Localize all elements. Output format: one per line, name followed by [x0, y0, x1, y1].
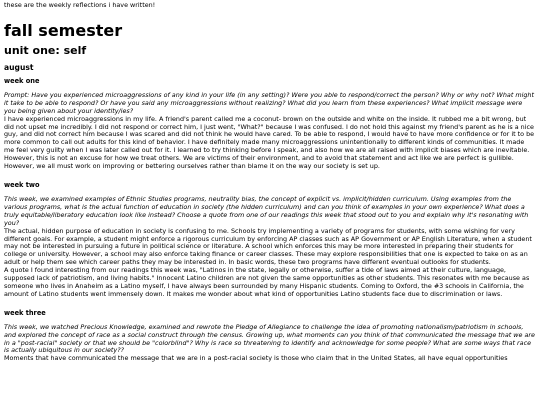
- semester-heading: fall semester: [4, 20, 123, 40]
- week-reflection: The actual, hidden purpose of education in society is confusing to me. Schools try implementing a variety of programs for students, with some wishing for very different goals. For example, a student might enforce a rigorous curriculum by enforcing AP classes such as AP Government or AP English Literature, when a student may not be interested in pursuing a future in political science or literature. A school which enforces this may be more interested in preparing their students for college or university. However, a school may also enforce taking finance or career classes. These may explore responsibilities that one is expected to take on as an adult or help them see which career paths they may be interested in. In basic words, these two programs have different eventual outlooks for students.: [4, 226, 532, 267]
- week-heading: week two: [4, 180, 40, 189]
- intro-text: these are the weekly reflections i have written!: [4, 1, 156, 9]
- week-one-section: [4, 77, 536, 171]
- week-reflection: Moments that have communicated the message that we are in a post-racial society is those who claim that in the United States, all have equal opportunities: [4, 354, 508, 363]
- unit-heading: unit one: self: [4, 43, 87, 57]
- week-prompt: This week, we watched Precious Knowledge, examined and rewrote the Pledge of Allegiance to challenge the idea of promoting nationalism/patriotism in schools, and explored the concept of race as a social construct through the census. Growing up, what moments can you think of that communicated the message that we are in a "post-racial" society or that we should be "colorblind"? Why is race so threatening to identify and acknowledge for some people? What are some ways that race is actually ubiquitous in our society??: [4, 322, 535, 355]
- week-heading: week three: [4, 308, 46, 317]
- week-three-section: [4, 309, 536, 364]
- week-prompt: This week, we examined examples of Ethnic Studies programs, neutrality bias, the concept of explicit vs. implicit/hidden curriculum. Using examples from the various programs, what is the actual function of education in society (the hidden curriculum) and can you think of examples in your own experience? What does a truly equitable/liberatory education look like instead? Choose a quote from one of our readings this week that stood out to you and explain why it's resonating with you?: [4, 194, 529, 227]
- week-heading: week one: [4, 76, 40, 85]
- week-reflection: A quote I found interesting from our readings this week was, "Latinos in the state, legally or otherwise, suffer a tide of laws aimed at their culture, language, supposed lack of patriotism, and living habits." Innocent Latino children are not given the same opportunities as other students. This resonates with me because as someone who lives in Anaheim as a Latino myself, I have always been surrounded by many Hispanic students. Coming to Oxford, the #3 schools in California, the amount of Latino students went immensely down. It makes me wonder about what kind of opportunities Latino students face due to discrimination or laws.: [4, 266, 530, 298]
- week-reflection: I have experienced microaggressions in my life. A friend's parent called me a coconut- brown on the outside and white on the inside. It rubbed me a bit wrong, but did not upset me incredibly. I did not respond or correct him, I just went, "What?" because I was confused. I do not hold this against my friend's parent as he is a nice guy, and did not correct him because I was scared and did not think he would have cared. To be able to respond, I would have to have more confidence or for it to be more common to call out adults for this kind of behavior. I have definitely made many microaggressions unintentionally to different kinds of communities. It made me feel very guilty when I was later called out for it. I learned to try thinking before I speak, and also how we are all raised with implicit biases which are inevitable. However, this is not an excuse for how we treat others. We are victims of their environment, and to avoid that statement and act like we are perfect is gullible. However, we all must work on improving or bettering ourselves rather than blame it on the way our society is set up.: [4, 114, 535, 171]
- week-two-section: [4, 181, 536, 299]
- month-heading: august: [4, 62, 34, 72]
- week-prompt: Prompt: Have you experienced microaggressions of any kind in your life (in any setting)? Were you able to respond/correct the person? Why or why not? What might it take to be able to respond? Or have you said any microaggressions without realizing? What did you learn from these experiences? What implicit message were you being given about your identity/ies?: [4, 90, 534, 115]
